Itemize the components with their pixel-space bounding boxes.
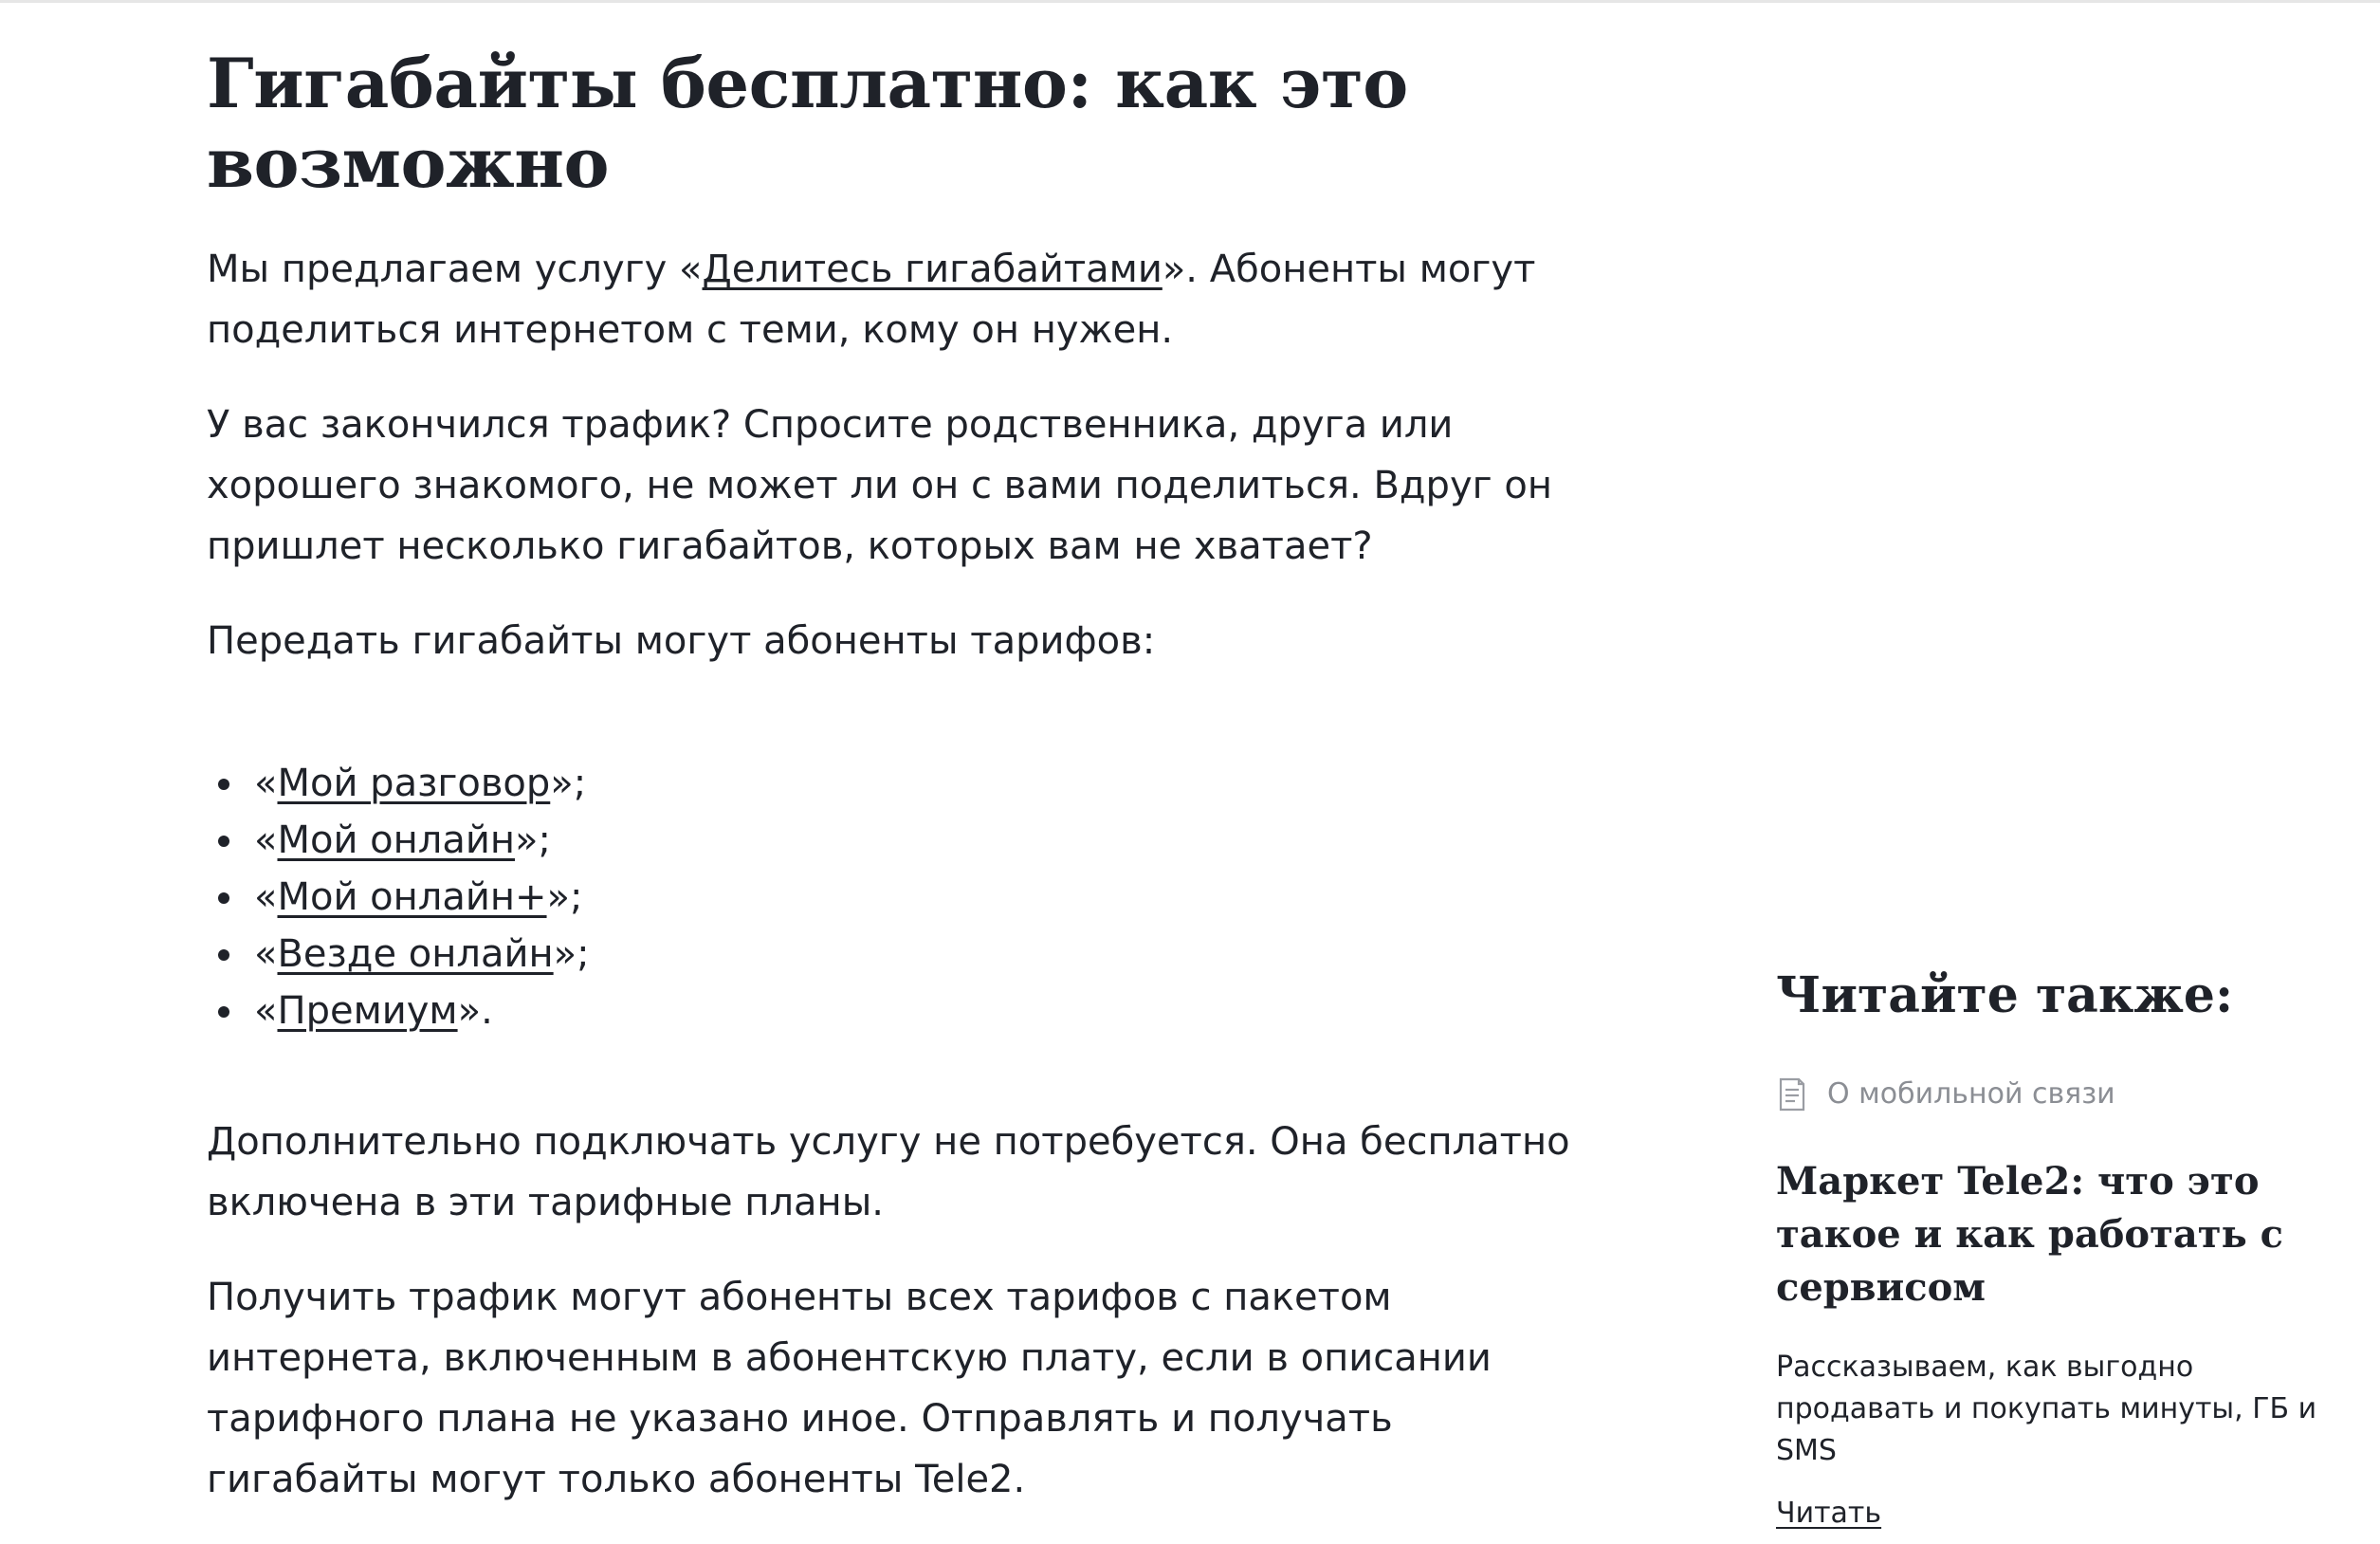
intro-text-after: ». Абоненты могут поделиться интернетом с теми, кому он нужен.: [207, 248, 1536, 352]
tariff-link-moy-online[interactable]: Мой онлайн: [277, 818, 516, 862]
intro-text-before: Мы предлагаем услугу «: [207, 248, 703, 291]
read-also-sidebar: [1776, 960, 2354, 1535]
article-intro: [207, 239, 1582, 360]
read-link[interactable]: Читать: [1776, 1497, 1882, 1530]
share-gigabytes-link[interactable]: Делитесь гигабайтами: [702, 248, 1163, 291]
card-category: [1776, 1075, 2354, 1113]
tariff-link-vezde-online[interactable]: Везде онлайн: [277, 932, 554, 976]
tariff-link-moy-online-plus[interactable]: Мой онлайн+: [277, 875, 547, 919]
article-paragraph-2: У вас закончился трафик? Спросите родственника, друга или хорошего знакомого, не может ли он с вами поделиться. Вдруг он пришлет несколько гигабайтов, которых вам не хватает?: [207, 403, 1552, 568]
tariff-list-item: «Мой онлайн»;: [207, 812, 1582, 869]
top-divider: [0, 0, 2380, 3]
article-paragraph-4: Дополнительно подключать услугу не потребуется. Она бесплатно включена в эти тарифные планы.: [207, 1120, 1570, 1224]
document-icon: [1776, 1076, 1808, 1112]
tariff-list-item: «Мой онлайн+»;: [207, 869, 1582, 926]
read-also-heading: Читайте также:: [1776, 966, 2234, 1024]
article-title: Гигабайты бесплатно: как это возможно: [207, 43, 1408, 203]
article-paragraph-3: Передать гигабайты могут абоненты тарифов:: [207, 619, 1156, 663]
tariff-link-premium[interactable]: Премиум: [277, 989, 458, 1033]
card-description: Рассказываем, как выгодно продавать и покупать минуты, ГБ и SMS: [1776, 1351, 2317, 1467]
card-title[interactable]: Маркет Tele2: что это такое и как работать с сервисом: [1776, 1159, 2284, 1310]
tariff-list-item: «Везде онлайн»;: [207, 926, 1582, 983]
tariff-link-moy-razgovor[interactable]: Мой разговор: [277, 762, 551, 805]
card-category-label: О мобильной связи: [1827, 1077, 2115, 1111]
tariff-list-item: «Премиум».: [207, 983, 1582, 1039]
tariff-list-item: «Мой разговор»;: [207, 755, 1582, 812]
article: [207, 44, 1582, 1544]
article-paragraph-5: Получить трафик могут абоненты всех тарифов с пакетом интернета, включенным в абонентскую плату, если в описании тарифного плана не указано иное. Отправлять и получать гигабайты могут только абоненты Tele2.: [207, 1276, 1492, 1501]
tariff-list: [207, 755, 1582, 1039]
